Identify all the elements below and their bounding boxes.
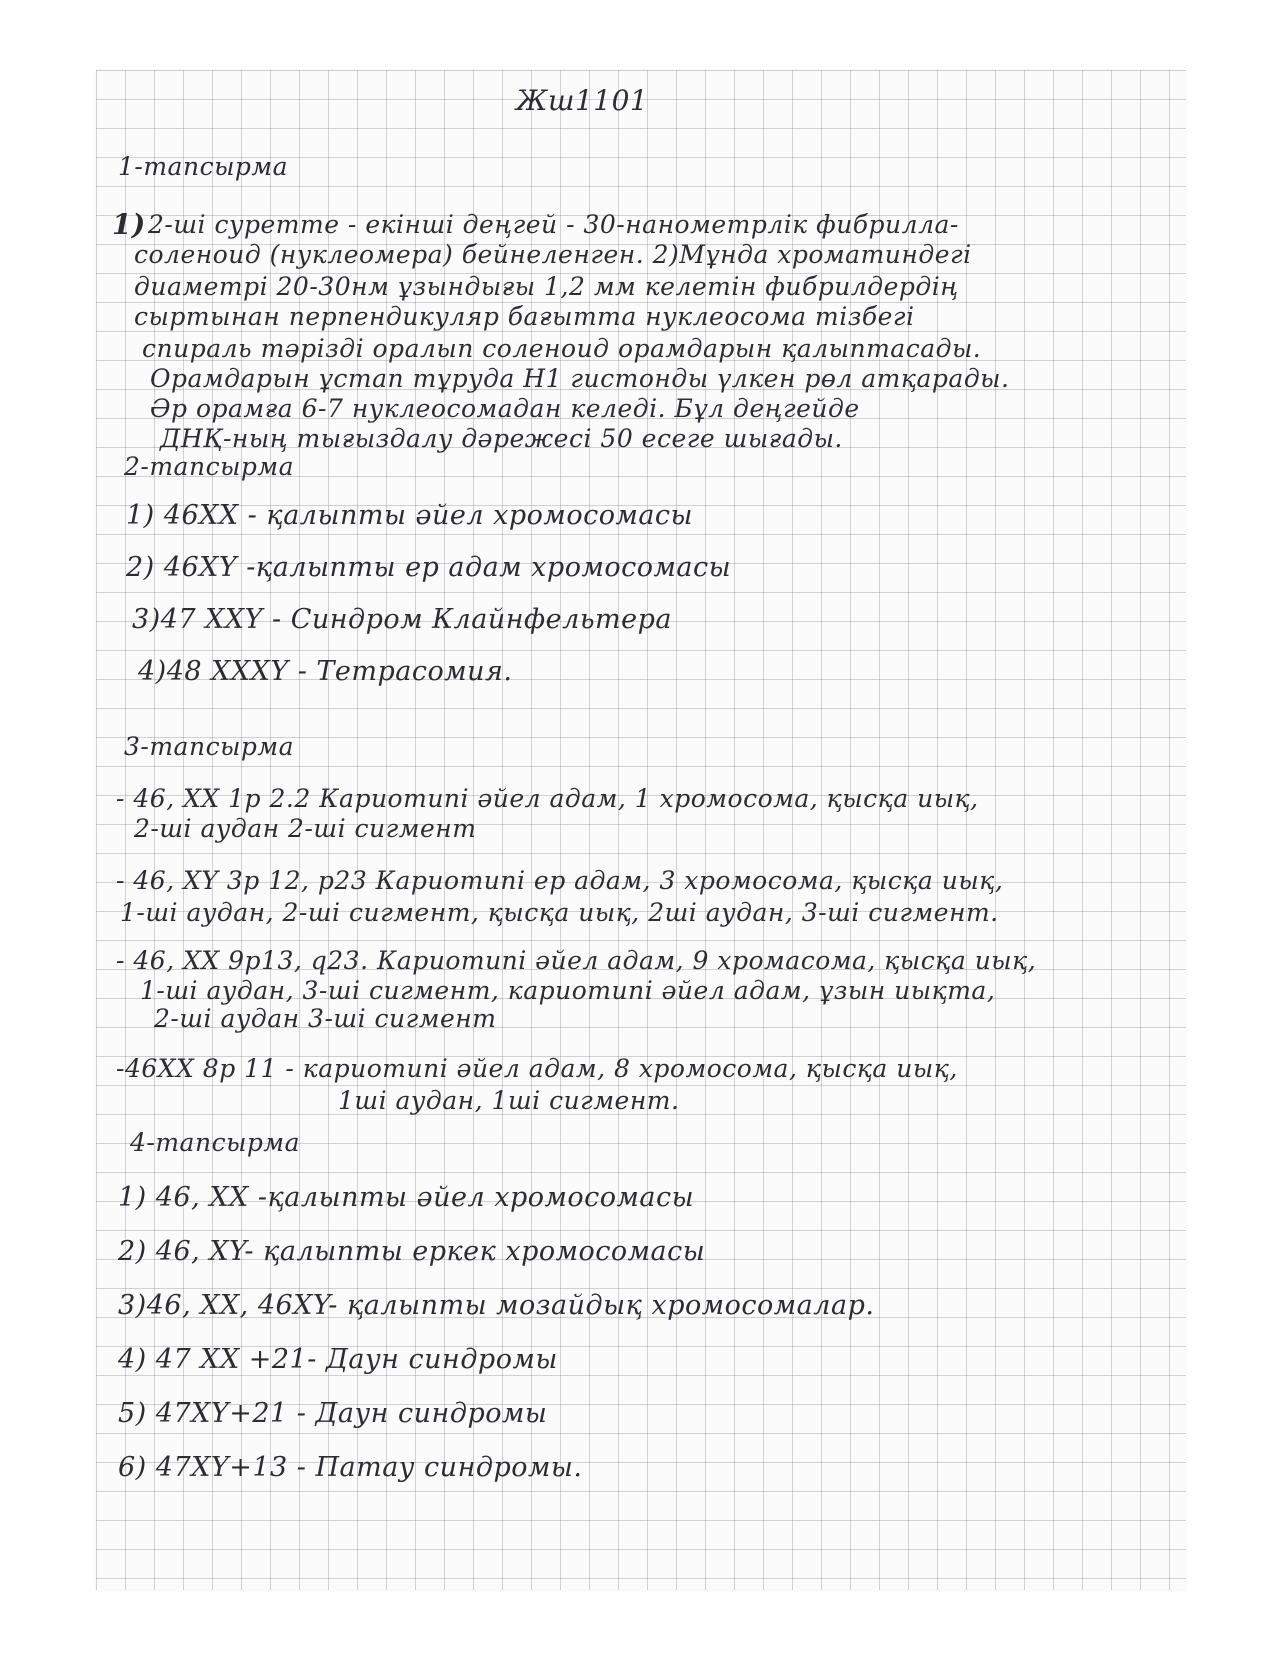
task3-line: 2-ші аудан 2-ші сигмент bbox=[134, 814, 477, 843]
task3-line: - 46, XX 1p 2.2 Кариотипі әйел адам, 1 хромосома, қысқа иық, bbox=[116, 784, 979, 813]
task3-line: 1ші аудан, 1ші сигмент. bbox=[338, 1086, 680, 1115]
task1-number: 1) bbox=[112, 208, 146, 241]
task3-line: - 46, XY 3p 12, p23 Кариотипі ер адам, 3 хромосома, қысқа иық, bbox=[116, 866, 1004, 895]
task1-line: спираль тәрізді оралып соленоид орамдарын қалыптасады. bbox=[142, 334, 982, 363]
task1-line: Әр орамға 6-7 нуклеосомадан келеді. Бұл деңгейде bbox=[150, 394, 860, 423]
task2-item: 1) 46XX - қалыпты әйел хромосомасы bbox=[126, 500, 694, 531]
task1-line: Орамдарын ұстап тұруда Н1 гистонды үлкен рөл атқарады. bbox=[150, 364, 1010, 393]
task2-item: 3)47 XXY - Синдром Клайнфельтера bbox=[132, 604, 672, 635]
task4-item: 2) 46, XY- қалыпты еркек хромосомасы bbox=[118, 1236, 706, 1267]
task2-heading: 2-тапсырма bbox=[124, 452, 295, 481]
task3-line: 2-ші аудан 3-ші сигмент bbox=[154, 1004, 497, 1033]
task1-line: сыртынан перпендикуляр бағытта нуклеосома тізбегі bbox=[134, 302, 915, 331]
task1-heading: 1-тапсырма bbox=[118, 152, 289, 181]
task4-item: 6) 47XY+13 - Патау синдромы. bbox=[118, 1452, 583, 1483]
task1-line: ДНҚ-ның тығыздалу дәрежесі 50 есеге шығады. bbox=[160, 424, 843, 453]
task3-line: 1-ші аудан, 2-ші сигмент, қысқа иық, 2ші аудан, 3-ші сигмент. bbox=[120, 898, 999, 927]
task4-heading: 4-тапсырма bbox=[130, 1128, 301, 1157]
task4-item: 4) 47 XX +21- Даун синдромы bbox=[118, 1344, 558, 1375]
task4-item: 3)46, XX, 46XY- қалыпты мозайдық хромосомалар. bbox=[118, 1290, 875, 1321]
task2-item: 4)48 XXXY - Тетрасомия. bbox=[138, 656, 513, 687]
task1-line: соленоид (нуклеомера) бейнеленген. 2)Мұнда хроматиндегі bbox=[134, 240, 972, 269]
task3-line: 1-ші аудан, 3-ші сигмент, кариотипі әйел адам, ұзын иықта, bbox=[140, 976, 996, 1005]
page-title: Жш1101 bbox=[516, 84, 649, 117]
task1-line: диаметрі 20-30нм ұзындығы 1,2 мм келетін фибрилдердің bbox=[134, 272, 959, 301]
task3-line: -46XX 8p 11 - кариотипі әйел адам, 8 хромосома, қысқа иық, bbox=[116, 1054, 958, 1083]
task3-heading: 3-тапсырма bbox=[124, 732, 295, 761]
task4-item: 1) 46, XX -қалыпты әйел хромосомасы bbox=[118, 1182, 695, 1213]
task3-line: - 46, XX 9p13, q23. Кариотипі әйел адам, 9 хромасома, қысқа иық, bbox=[116, 946, 1037, 975]
task1-line: 2-ші суретте - екінші деңгей - 30-нанометрлік фибрилла- bbox=[148, 210, 959, 239]
task2-item: 2) 46XY -қалыпты ер адам хромосомасы bbox=[126, 552, 732, 583]
task4-item: 5) 47XY+21 - Даун синдромы bbox=[118, 1398, 548, 1429]
